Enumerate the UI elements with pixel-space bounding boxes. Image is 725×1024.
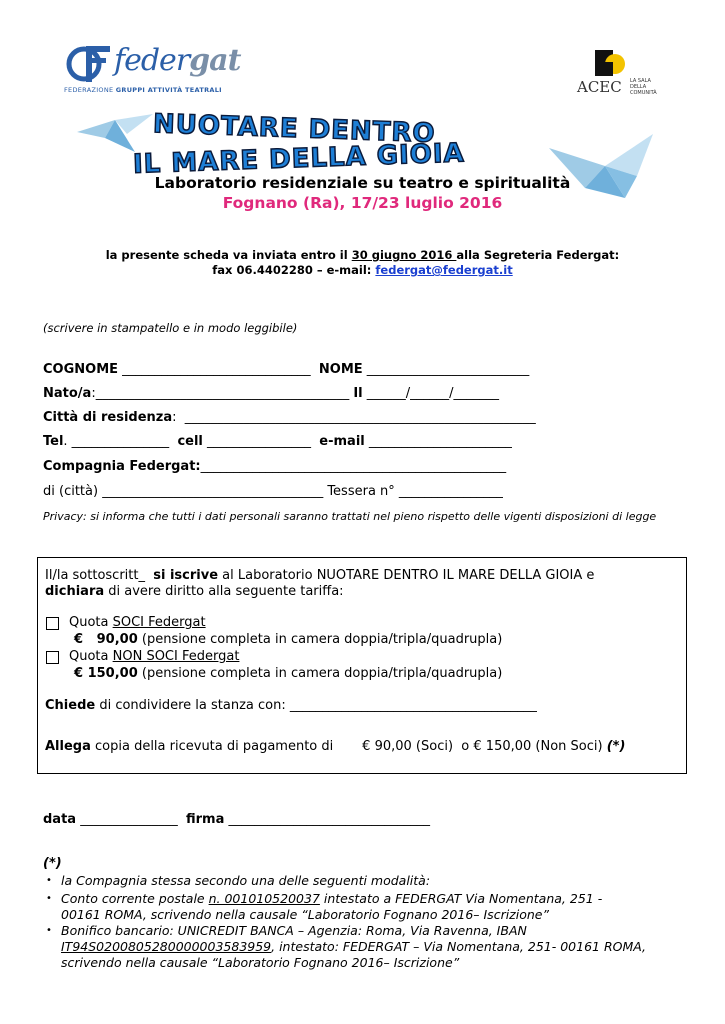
signature-field[interactable]: _______________________________ <box>224 812 430 827</box>
location-dates: Fognano (Ra), 17/23 luglio 2016 <box>222 194 503 212</box>
company-city-card-row[interactable]: di (città) __________________________________ Tessera n° ________________ <box>43 484 503 499</box>
surname-label: COGNOME <box>43 362 119 377</box>
federgat-wordmark: federgat <box>114 43 241 78</box>
phone-label: Tel <box>43 434 64 449</box>
postal-account-line: Conto corrente postale n. 001010520037 intestato a FEDERGAT Via Nomentana, 251 - <box>61 891 603 906</box>
federgat-logo <box>62 42 241 98</box>
members-fee-price: € 90,00 (pensione completa in camera doppia/tripla/quadrupla) <box>74 632 503 647</box>
birth-row <box>43 386 499 401</box>
federgat-tagline: FEDERAZIONE GRUPPI ATTIVITÀ TEATRALI <box>64 86 222 94</box>
birthdate-label: Il <box>353 386 363 401</box>
privacy-notice: Privacy: si informa che tutti i dati personali saranno trattati nel pieno rispetto delle vigenti disposizioni di legge <box>43 510 657 523</box>
nonmembers-fee-checkbox[interactable] <box>46 651 59 664</box>
cell-field[interactable]: ________________ <box>202 434 320 449</box>
bullet-icon: • <box>46 925 52 936</box>
contacts-row <box>43 434 512 449</box>
submission-instructions: la presente scheda va inviata entro il 30 giugno 2016 alla Segreteria Federgat: <box>105 248 620 262</box>
email-link[interactable]: federgat@federgat.it <box>375 263 513 277</box>
writing-note: (scrivere in stampatello e in modo leggibile) <box>43 321 298 335</box>
email-label: e-mail <box>319 434 365 449</box>
iban-line: IT94S0200805280000003583959, intestato: FEDERGAT – Via Nomentana, 251- 00161 ROMA, <box>61 939 647 954</box>
phone-field[interactable]: . _______________ <box>63 434 178 449</box>
federgat-logo-mark-icon <box>62 44 112 84</box>
email-field[interactable]: ______________________ <box>364 434 512 449</box>
surname-name-row <box>43 362 529 377</box>
subtitle: Laboratorio residenziale su teatro e spiritualità <box>154 174 571 192</box>
footnote-marker: (*) <box>43 856 62 871</box>
date-field[interactable]: _______________ <box>76 812 186 827</box>
signature-row <box>43 812 430 827</box>
members-fee-label: Quota SOCI Federgat <box>69 615 206 630</box>
company-field[interactable]: _______________________________________________ <box>200 459 507 474</box>
surname-field[interactable]: _____________________________ <box>118 362 319 377</box>
payment-intro: la Compagnia stessa secondo una delle seguenti modalità: <box>61 873 431 888</box>
residence-label: Città di residenza <box>43 410 173 425</box>
date-label: data <box>43 812 77 827</box>
declare-statement: dichiara di avere diritto alla seguente tariffa: <box>45 584 344 599</box>
registration-box <box>37 557 687 774</box>
postal-account-line-2: 00161 ROMA, scrivendo nella causale “Laboratorio Fognano 2016– Iscrizione” <box>61 907 549 922</box>
deadline-date: 30 giugno 2016 <box>351 248 457 262</box>
enroll-statement: Il/la sottoscritt_ si iscrive al Laboratorio NUOTARE DENTRO IL MARE DELLA GIOIA e <box>45 568 595 583</box>
nonmembers-fee-label: Quota NON SOCI Federgat <box>69 649 240 664</box>
members-fee-checkbox[interactable] <box>46 617 59 630</box>
name-field[interactable]: _________________________ <box>362 362 530 377</box>
bank-transfer-causale: scrivendo nella causale “Laboratorio Fognano 2016– Iscrizione” <box>61 955 460 970</box>
bullet-icon: • <box>46 893 52 904</box>
company-label: Compagnia Federgat: <box>43 459 201 474</box>
acec-tagline: LA SALA DELLA COMUNITÀ <box>630 78 657 96</box>
bank-transfer-line: Bonifico bancario: UNICREDIT BANCA – Agenzia: Roma, Via Ravenna, IBAN <box>61 923 527 938</box>
acec-wordmark: ACEC <box>577 78 622 96</box>
iban: IT94S0200805280000003583959 <box>61 939 272 954</box>
title-line-1: NUOTARE DENTRO <box>152 109 437 149</box>
contact-line: fax 06.4402280 – e-mail: federgat@federgat.it <box>212 263 513 277</box>
acec-logo <box>575 48 665 98</box>
roommate-request[interactable]: Chiede di condividere la stanza con: ______________________________________ <box>45 698 537 713</box>
residence-row <box>43 410 536 425</box>
birthplace-field[interactable]: :_______________________________________ <box>91 386 354 401</box>
birthdate-field[interactable]: ______/______/_______ <box>362 386 500 401</box>
cell-label: cell <box>177 434 203 449</box>
birthplace-label: Nato/a <box>43 386 92 401</box>
acec-logo-mark-icon <box>595 48 635 80</box>
name-label: NOME <box>318 362 363 377</box>
residence-field[interactable]: : ______________________________________________________ <box>172 410 536 425</box>
company-row <box>43 459 506 474</box>
title-line-2: IL MARE DELLA GIOIA <box>132 138 466 180</box>
bullet-icon: • <box>46 875 52 886</box>
nonmembers-fee-price: € 150,00 (pensione completa in camera doppia/tripla/quadrupla) <box>74 666 503 681</box>
signature-label: firma <box>185 812 225 827</box>
payment-attachment: Allega copia della ricevuta di pagamento di € 90,00 (Soci) o € 150,00 (Non Soci) (*) <box>45 739 626 754</box>
